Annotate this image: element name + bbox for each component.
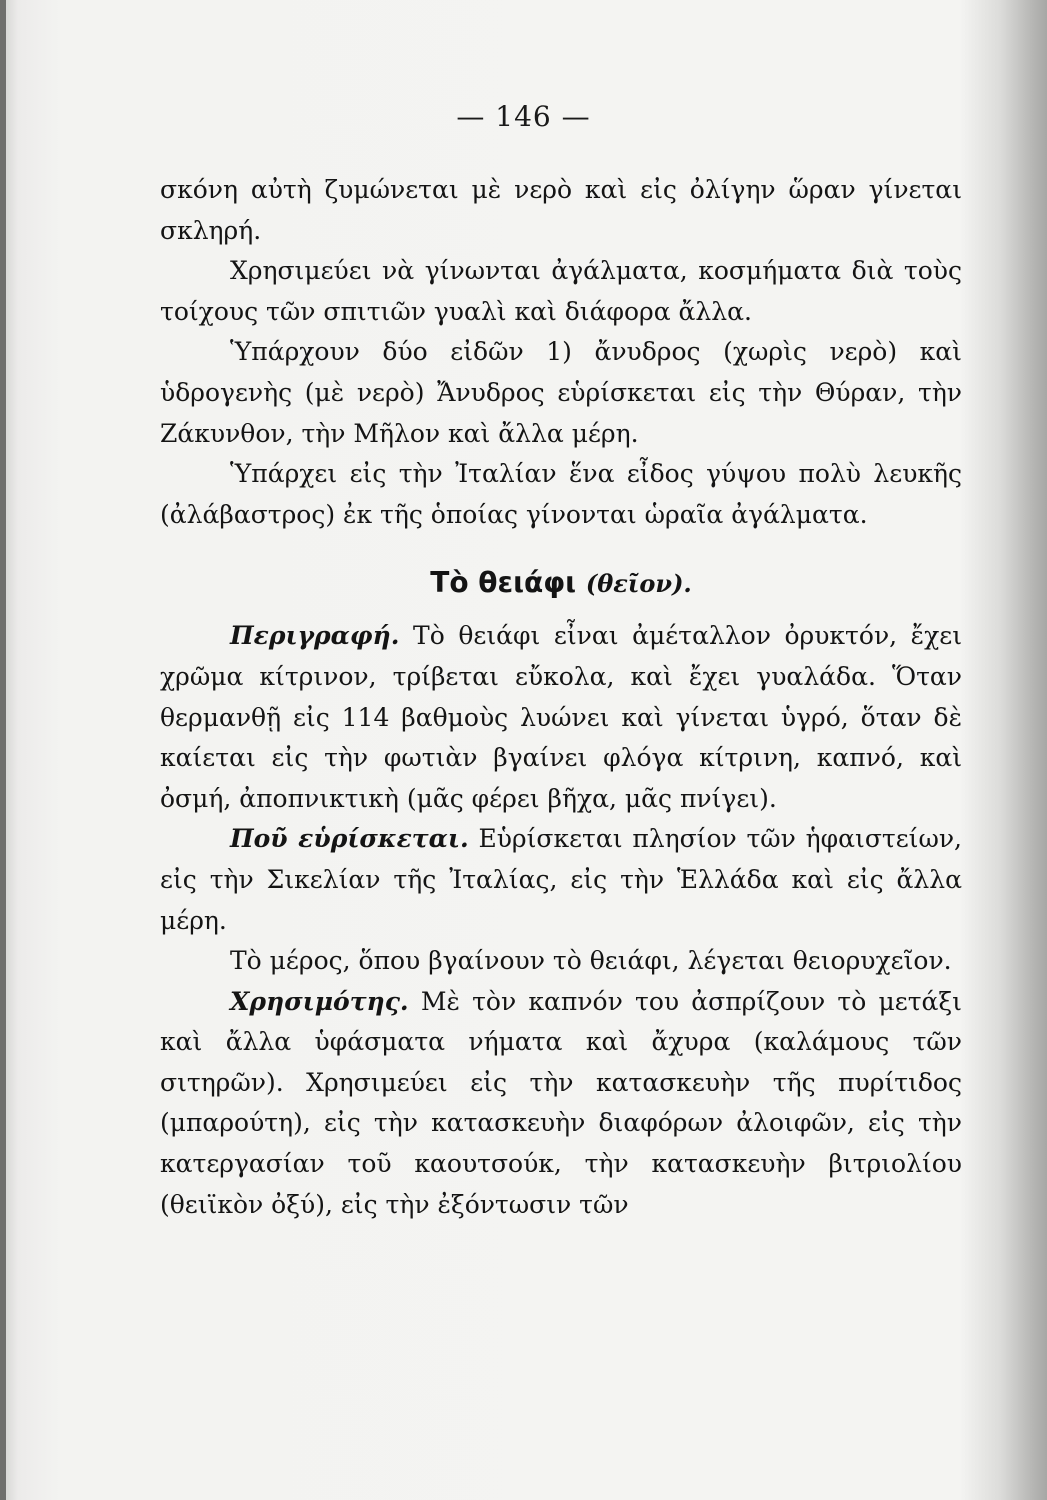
paragraph-continuation: σκόνη αὐτὴ ζυμώνεται μὲ νερὸ καὶ εἰς ὀλίγην ὥραν γίνεται σκληρή.: [160, 175, 962, 245]
usefulness-lead: Χρησιμότης.: [230, 986, 409, 1016]
page-number: — 146 —: [456, 100, 591, 133]
page-binding-edge: [0, 0, 6, 1500]
paragraph-uses: Χρησιμεύει νὰ γίνωνται ἀγάλματα, κοσμήματα διὰ τοὺς τοίχους τῶν σπιτιῶν γυαλὶ καὶ διάφορα ἄλλα.: [160, 256, 962, 326]
paragraph-types: Ὑπάρχουν δύο εἰδῶν 1) ἄνυδρος (χωρὶς νερὸ) καὶ ὑδρογενὴς (μὲ νερὸ) Ἄνυδρος εὑρίσκεται εἰς τὴν Θύραν, τὴν Ζάκυνθον, τὴν Μῆλον καὶ ἄλλα μέρη.: [160, 337, 962, 448]
paragraph-description: [160, 616, 962, 819]
paragraph-alabaster: Ὑπάρχει εἰς τὴν Ἰταλίαν ἕνα εἶδος γύψου πολὺ λευκῆς (ἀλάβαστρος) ἐκ τῆς ὁποίας γίνονται ὡραῖα ἀγάλματα.: [160, 459, 962, 529]
paragraph-mine: Τὸ μέρος, ὅπου βγαίνουν τὸ θειάφι, λέγεται θειορυχεῖον.: [230, 946, 952, 976]
location-lead: Ποῦ εὑρίσκεται.: [230, 824, 469, 854]
description-lead: Περιγραφή.: [230, 621, 400, 651]
page-body: [160, 170, 962, 1225]
section-heading: [160, 563, 962, 604]
paragraph-location: [160, 819, 962, 941]
location-text: Εὑρίσκεται πλησίον τῶν ἡφαιστείων, εἰς τὴν Σικελίαν τῆς Ἰταλίας, εἰς τὴν Ἑλλάδα καὶ εἰς ἄλλα μέρη.: [160, 824, 962, 935]
paragraph-usefulness: [160, 982, 962, 1226]
description-text: Τὸ θειάφι εἶναι ἀμέταλλον ὀρυκτόν, ἔχει χρῶμα κίτρινον, τρίβεται εὔκολα, καὶ ἔχει γυαλάδα. Ὅταν θερμανθῇ εἰς 114 βαθμοὺς λυώνει καὶ γίνεται ὑγρό, ὅταν δὲ καίεται εἰς τὴν φωτιὰν βγαίνει φλόγα κίτρινη, καπνό, καὶ ὀσμή, ἀποπνικτικὴ (μᾶς φέρει βῆχα, μᾶς πνίγει).: [160, 621, 962, 813]
usefulness-text: Μὲ τὸν καπνόν του ἀσπρίζουν τὸ μετάξι καὶ ἄλλα ὑφάσματα νήματα καὶ ἄχυρα (καλάμους τῶν σιτηρῶν). Χρησιμεύει εἰς τὴν κατασκευὴν τῆς πυρίτιδος (μπαρούτη), εἰς τὴν κατασκευὴν διαφόρων ἀλοιφῶν, εἰς τὴν κατεργασίαν τοῦ καουτσούκ, τὴν κατασκευὴν βιτριολίου (θειϊκὸν ὀξύ), εἰς τὴν ἐξόντωσιν τῶν: [160, 986, 962, 1219]
heading-subtitle: (θεῖον).: [585, 569, 692, 599]
heading-title: Τὸ θειάφι: [430, 566, 577, 600]
